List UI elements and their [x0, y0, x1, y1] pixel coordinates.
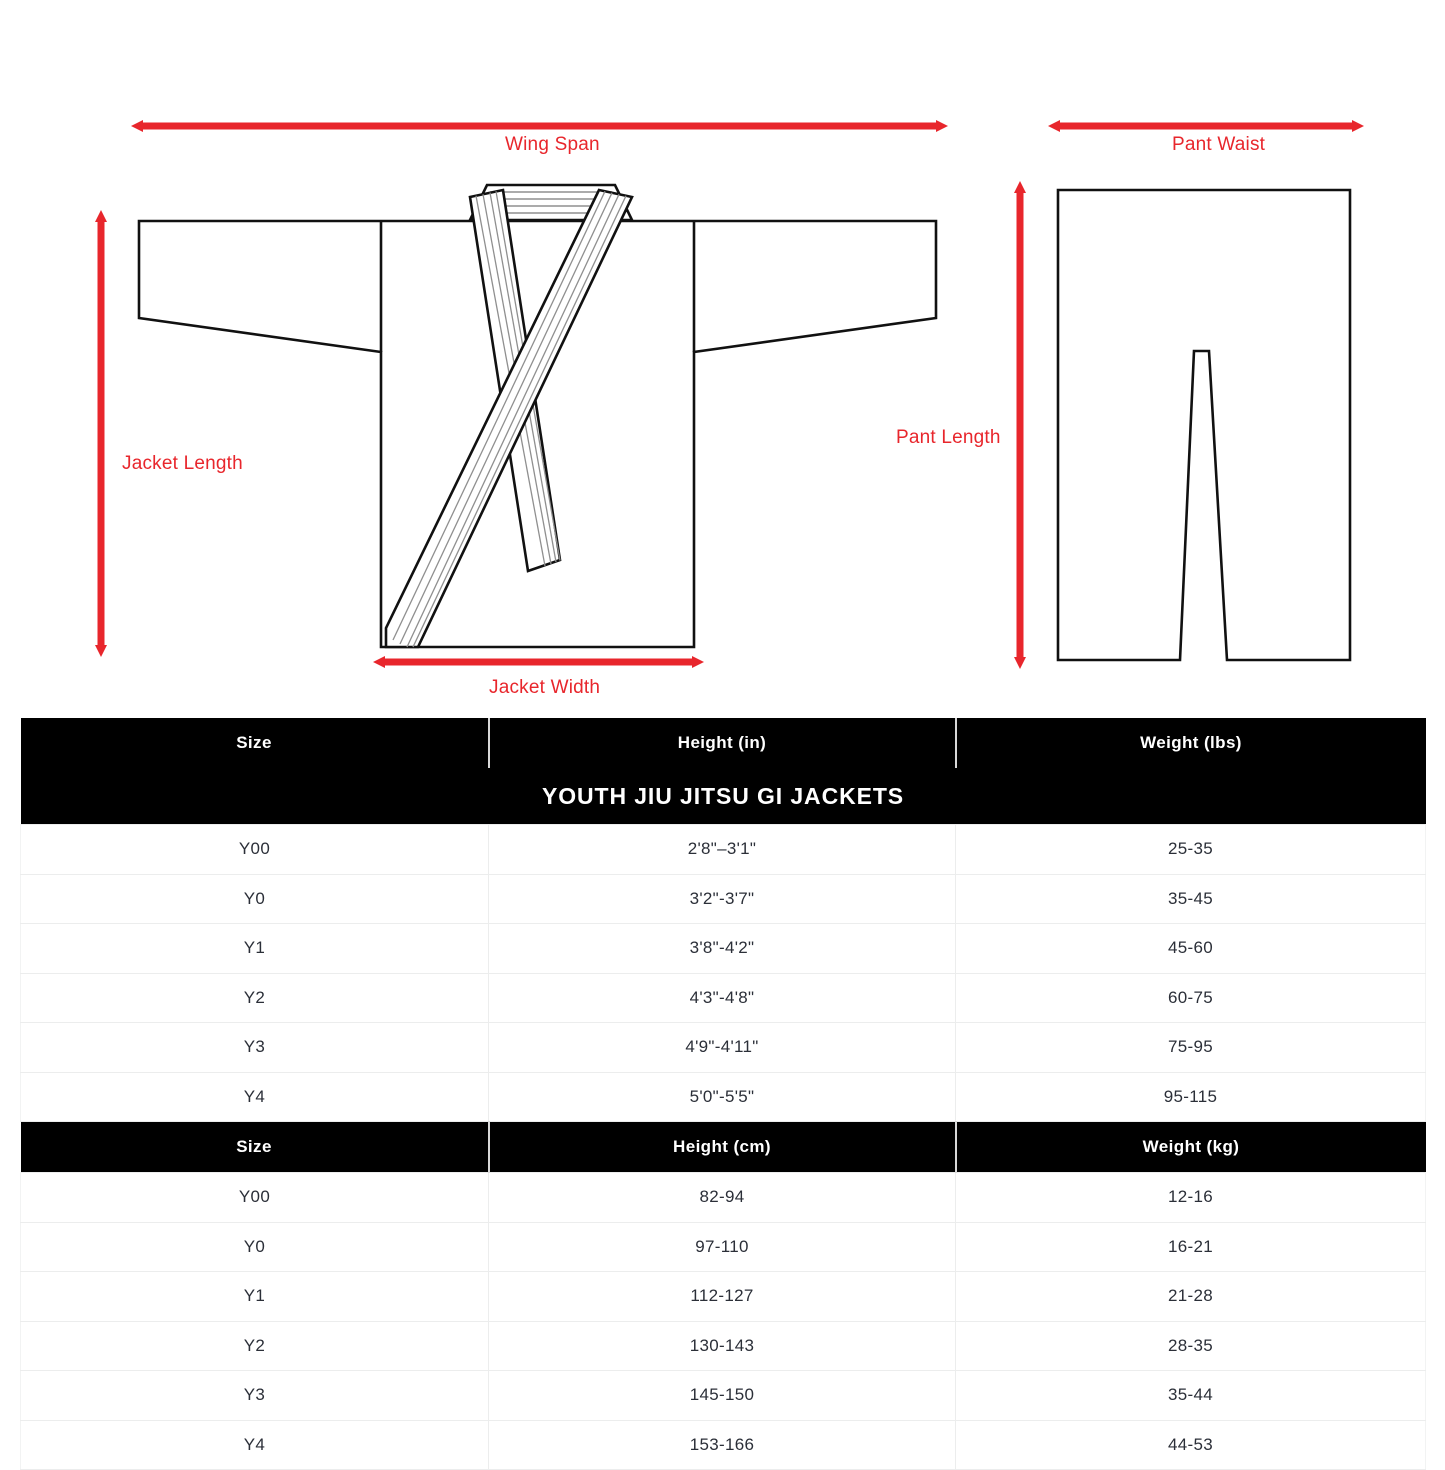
- jacket-length-label: Jacket Length: [122, 453, 243, 474]
- header-row-imperial: [21, 718, 1426, 768]
- table-row: [21, 1371, 1426, 1421]
- table-row: [21, 1173, 1426, 1223]
- cell-height: 3'8"-4'2": [489, 924, 956, 974]
- table-row: [21, 924, 1426, 974]
- cell-height: 97-110: [489, 1222, 956, 1272]
- column-header-size-metric: Size: [21, 1122, 489, 1173]
- wing-span-label: Wing Span: [505, 134, 600, 155]
- cell-height: 82-94: [489, 1173, 956, 1223]
- cell-height: 4'9"-4'11": [489, 1023, 956, 1073]
- cell-height: 2'8"–3'1": [489, 825, 956, 875]
- table-title-row: [21, 768, 1426, 825]
- table-title: YOUTH JIU JITSU GI JACKETS: [21, 768, 1426, 825]
- cell-size: Y0: [21, 1222, 489, 1272]
- cell-weight: 75-95: [956, 1023, 1426, 1073]
- cell-size: Y1: [21, 1272, 489, 1322]
- cell-weight: 25-35: [956, 825, 1426, 875]
- cell-height: 145-150: [489, 1371, 956, 1421]
- cell-size: Y1: [21, 924, 489, 974]
- garment-measurement-diagram: [0, 0, 1445, 712]
- column-header-weight-metric-text: Weight: [1142, 1137, 1202, 1156]
- cell-weight: 21-28: [956, 1272, 1426, 1322]
- cell-size: Y2: [21, 1321, 489, 1371]
- jacket-width-label: Jacket Width: [489, 677, 601, 698]
- table-row: [21, 1222, 1426, 1272]
- cell-height: 3'2"-3'7": [489, 874, 956, 924]
- cell-weight: 35-44: [956, 1371, 1426, 1421]
- column-header-size-imperial: Size: [21, 718, 489, 768]
- cell-weight: 45-60: [956, 924, 1426, 974]
- cell-size: Y2: [21, 973, 489, 1023]
- column-header-height-imperial: [489, 718, 956, 768]
- column-header-weight-metric: [956, 1122, 1426, 1173]
- cell-size: Y0: [21, 874, 489, 924]
- cell-size: Y3: [21, 1371, 489, 1421]
- table-header-metric: [21, 1122, 1426, 1173]
- cell-size: Y4: [21, 1072, 489, 1122]
- column-header-height-metric-unit: (cm): [733, 1137, 771, 1156]
- table-title-group: [21, 768, 1426, 825]
- table-row: [21, 825, 1426, 875]
- column-header-weight-imperial-unit: (lbs): [1203, 733, 1242, 752]
- column-header-weight-metric-unit: (kg): [1206, 1137, 1240, 1156]
- table-row: [21, 874, 1426, 924]
- cell-weight: 28-35: [956, 1321, 1426, 1371]
- cell-height: 112-127: [489, 1272, 956, 1322]
- column-header-height-imperial-unit: (in): [738, 733, 767, 752]
- cell-height: 5'0"-5'5": [489, 1072, 956, 1122]
- column-header-height-metric-text: Height: [673, 1137, 729, 1156]
- cell-height: 4'3"-4'8": [489, 973, 956, 1023]
- table-row: [21, 1272, 1426, 1322]
- pant-waist-label: Pant Waist: [1172, 134, 1266, 155]
- table-header-imperial: [21, 718, 1426, 768]
- cell-weight: 12-16: [956, 1173, 1426, 1223]
- column-header-weight-imperial: [956, 718, 1426, 768]
- pant-length-label: Pant Length: [896, 427, 1001, 448]
- cell-weight: 44-53: [956, 1420, 1426, 1470]
- table-body-metric: [21, 1173, 1426, 1470]
- cell-size: Y4: [21, 1420, 489, 1470]
- column-header-weight-imperial-text: Weight: [1140, 733, 1199, 752]
- cell-weight: 95-115: [956, 1072, 1426, 1122]
- cell-height: 153-166: [489, 1420, 956, 1470]
- cell-weight: 16-21: [956, 1222, 1426, 1272]
- table-body-imperial: [21, 825, 1426, 1122]
- table-row: [21, 973, 1426, 1023]
- cell-weight: 60-75: [956, 973, 1426, 1023]
- cell-height: 130-143: [489, 1321, 956, 1371]
- table-row: [21, 1023, 1426, 1073]
- diagram-svg: [0, 0, 1445, 712]
- cell-size: Y3: [21, 1023, 489, 1073]
- column-header-height-metric: [489, 1122, 956, 1173]
- table-row: [21, 1321, 1426, 1371]
- size-chart-table: [20, 718, 1426, 1470]
- cell-size: Y00: [21, 1173, 489, 1223]
- column-header-height-imperial-text: Height: [677, 733, 734, 752]
- cell-weight: 35-45: [956, 874, 1426, 924]
- header-row-metric: [21, 1122, 1426, 1173]
- pants-drawing: [1058, 190, 1350, 660]
- cell-size: Y00: [21, 825, 489, 875]
- table-row: [21, 1072, 1426, 1122]
